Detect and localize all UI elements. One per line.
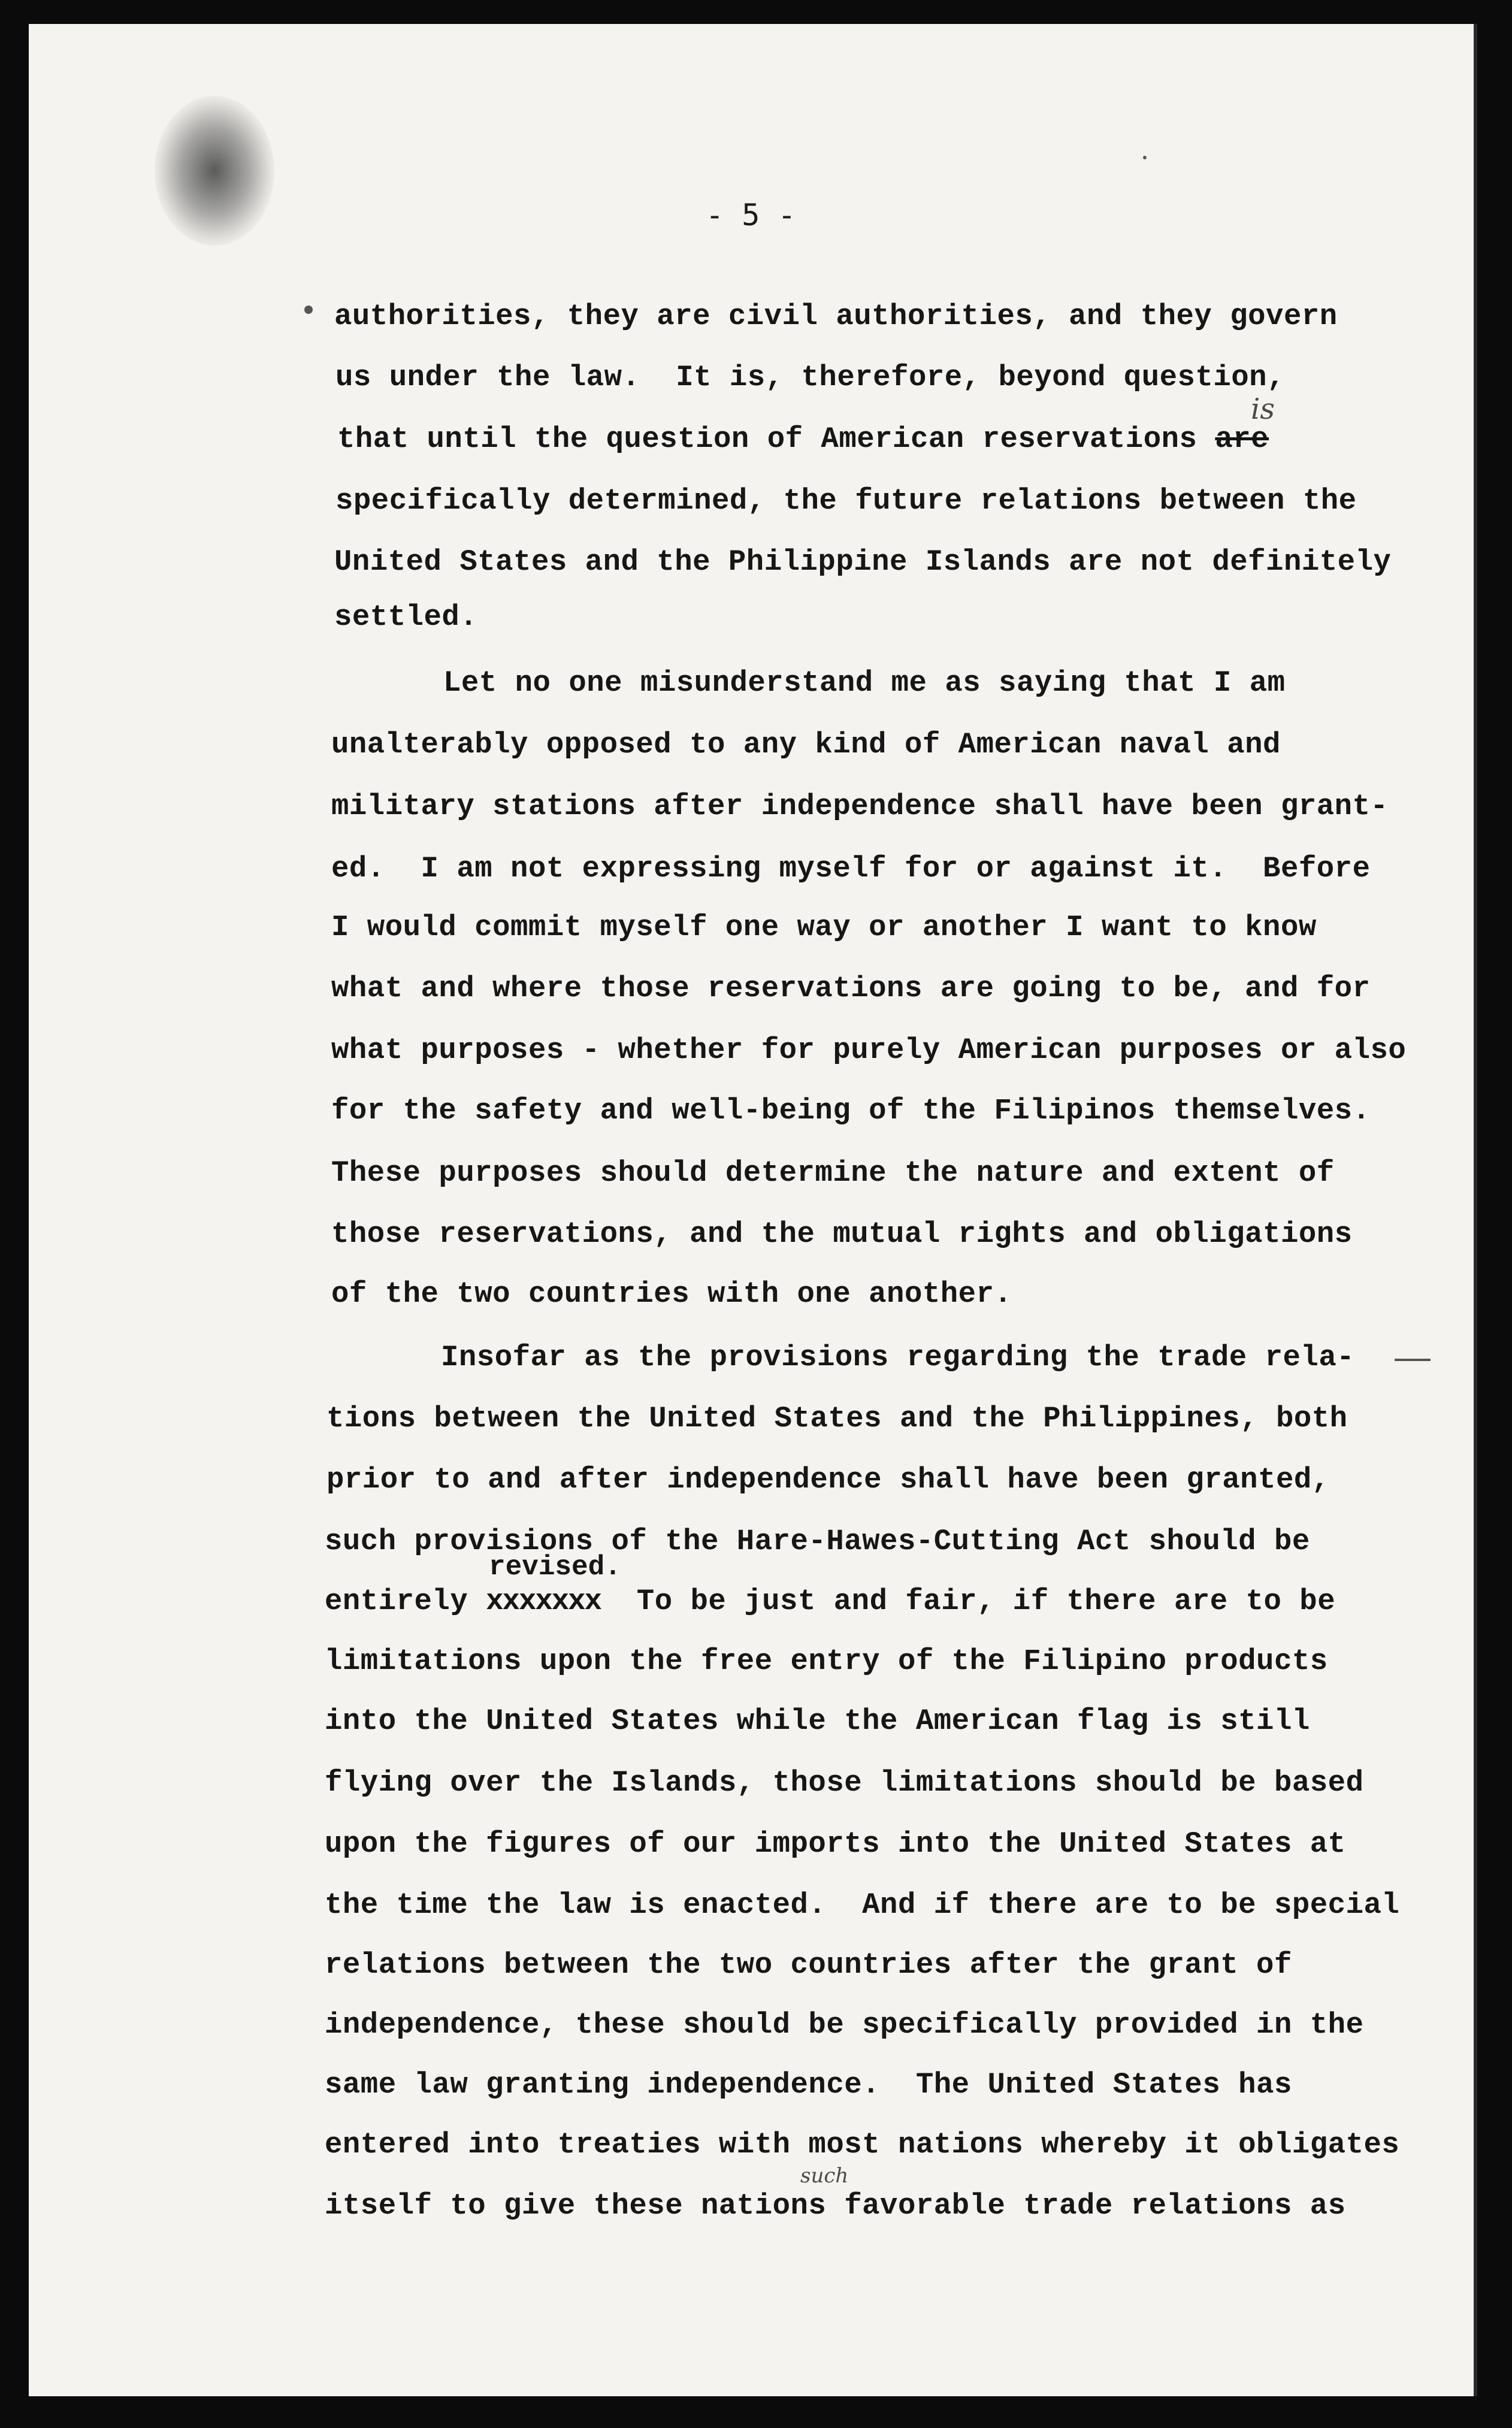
p3-line-4: such provisions of the Hare-Hawes-Cutting Act should be: [325, 1525, 1310, 1558]
handwritten-insert-such: such: [800, 2164, 849, 2188]
p3-line-5-text: entirely: [325, 1585, 486, 1618]
p3-line-7: into the United States while the American flag is still: [325, 1704, 1310, 1738]
xed-out-word: xxxxxxx: [486, 1585, 601, 1618]
margin-tick: [1395, 1359, 1431, 1361]
document-page: [29, 24, 1477, 2396]
p3-line-15: itself to give these nations favorable trade relations as: [325, 2189, 1346, 2223]
paper-speck: [1143, 156, 1147, 159]
p2-line-3: military stations after independence shall have been grant-: [331, 790, 1389, 823]
p2-line-8: for the safety and well-being of the Filipinos themselves.: [331, 1094, 1371, 1127]
p1-line-6: settled.: [334, 600, 478, 634]
p3-line-3: prior to and after independence shall have been granted,: [326, 1463, 1330, 1496]
stray-dot: [304, 306, 313, 314]
p1-line-5: United States and the Philippine Islands are not definitely: [334, 545, 1392, 579]
p2-line-7: what purposes - whether for purely American purposes or also: [331, 1033, 1407, 1067]
p3-line-9: upon the figures of our imports into the United States at: [325, 1827, 1346, 1861]
p2-line-5: I would commit myself one way or another I want to know: [331, 911, 1317, 944]
p1-line-4: specifically determined, the future relations between the: [335, 484, 1357, 518]
p3-line-6: limitations upon the free entry of the Filipino products: [325, 1644, 1328, 1678]
p3-line-12: independence, these should be specifically provided in the: [325, 2008, 1364, 2042]
p3-line-10: the time the law is enacted. And if there are to be special: [325, 1888, 1400, 1922]
p2-line-10: those reservations, and the mutual rights and obligations: [331, 1217, 1353, 1251]
p3-line-5-rest: To be just and fair, if there are to be: [601, 1585, 1336, 1618]
p1-line-3-text: that until the question of American reservations: [337, 422, 1215, 456]
ink-smudge: [155, 96, 274, 246]
p1-line-3: [337, 422, 1269, 456]
p3-line-8: flying over the Islands, those limitations should be based: [325, 1766, 1364, 1800]
p3-line-11: relations between the two countries after the grant of: [325, 1948, 1292, 1982]
p2-line-1: Let no one misunderstand me as saying that I am: [443, 666, 1286, 700]
p2-line-2: unalterably opposed to any kind of American naval and: [331, 728, 1281, 761]
typed-insert-revised: revised.: [489, 1552, 621, 1583]
handwritten-insert-is: is: [1251, 392, 1275, 426]
p3-line-5: [325, 1585, 1335, 1618]
page-number: - 5 -: [706, 198, 796, 232]
p1-line-2: us under the law. It is, therefore, beyond question,: [335, 361, 1285, 394]
p2-line-6: what and where those reservations are going to be, and for: [331, 972, 1371, 1005]
p2-line-11: of the two countries with one another.: [331, 1277, 1012, 1311]
p2-line-4: ed. I am not expressing myself for or against it. Before: [331, 852, 1371, 885]
p3-line-14: entered into treaties with most nations whereby it obligates: [325, 2128, 1400, 2161]
p2-line-9: These purposes should determine the nature and extent of: [331, 1156, 1335, 1190]
p3-line-13: same law granting independence. The United States has: [325, 2068, 1292, 2102]
p3-line-1: Insofar as the provisions regarding the trade rela-: [441, 1341, 1355, 1374]
p3-line-2: tions between the United States and the Philippines, both: [326, 1402, 1348, 1435]
struck-word: are: [1215, 422, 1269, 456]
p1-line-1: authorities, they are civil authorities, and they govern: [334, 300, 1338, 333]
